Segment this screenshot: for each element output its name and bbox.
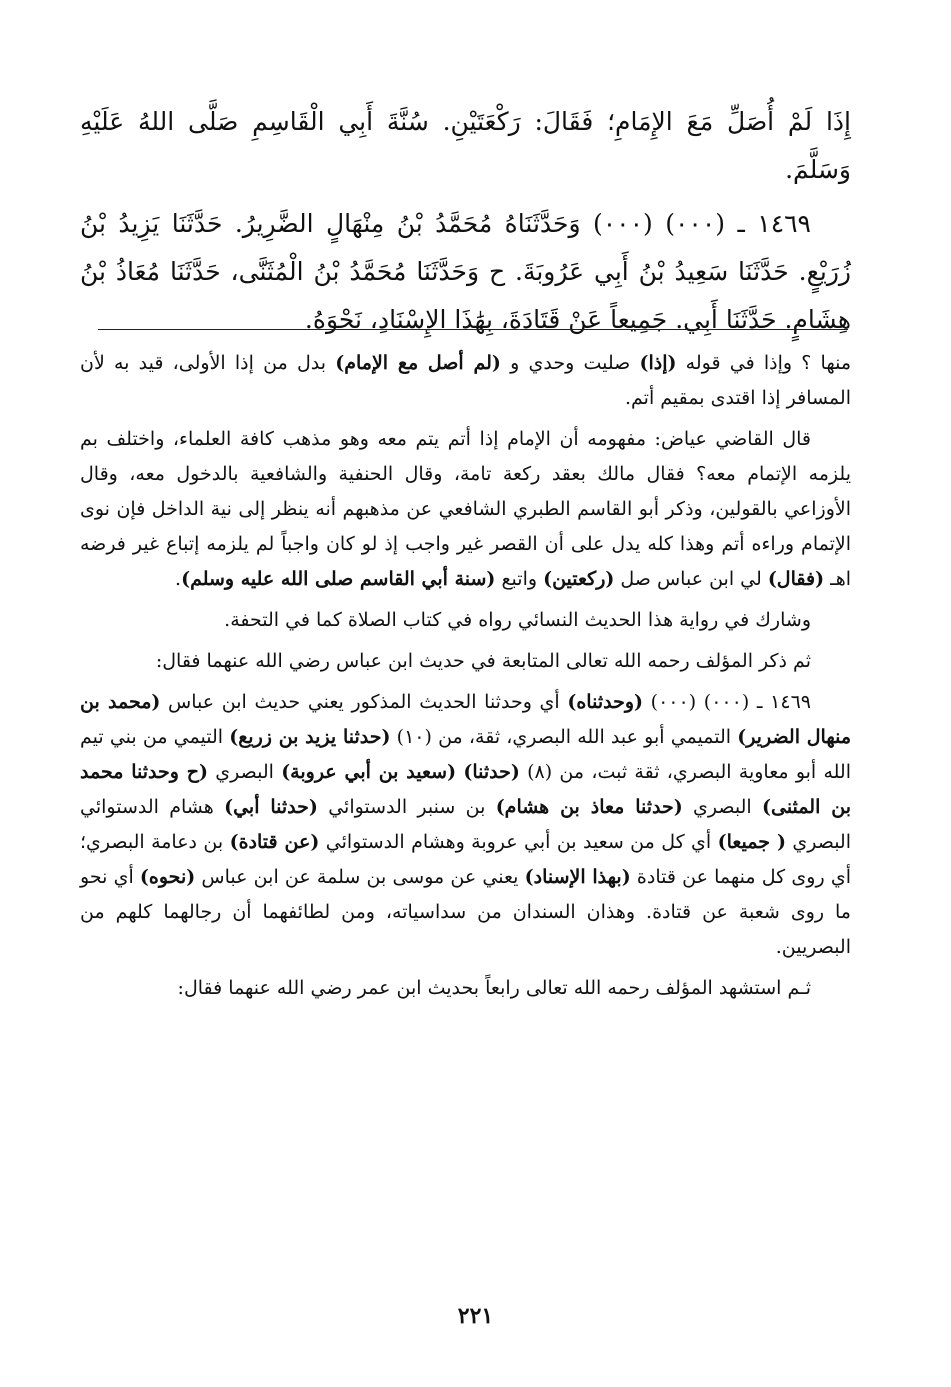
text-run: لي ابن عباس صل [614, 568, 768, 590]
text-run: ١٤٦٩ ـ (٠٠٠) (٠٠٠) [643, 691, 811, 713]
separator-line [98, 329, 848, 330]
bold-quote: (عن قتادة) [229, 831, 320, 853]
commentary-paragraph [80, 685, 851, 965]
bold-quote: (حدثنا) [463, 761, 520, 783]
text-run: بن سنبر الدستوائي [317, 796, 496, 818]
text-run: وشارك في رواية هذا الحديث النسائي رواه في كتاب الصلاة كما في التحفة. [224, 609, 811, 631]
text-run: التميمي أبو عبد الله البصري، ثقة، من (١٠) [390, 726, 738, 748]
text-run: ثم ذكر المؤلف رحمه الله تعالى المتابعة في حديث ابن عباس رضي الله عنهما فقال: [155, 650, 811, 672]
text-run: بدل من إذا الأولى، قيد به لأن المسافر إذا اقتدى بمقيم أتم. [80, 352, 851, 409]
bold-quote: (لم أصل مع الإمام) [335, 352, 501, 374]
bold-quote: (فقال) [767, 568, 825, 590]
text-run: ثـم استشهد المؤلف رحمه الله تعالى رابعاً بحديث ابن عمر رضي الله عنهما فقال: [177, 977, 811, 999]
commentary-paragraph [80, 603, 851, 638]
bold-quote: (حدثنا يزيد بن زريع) [229, 726, 391, 748]
text-run: قال القاضي عياض: مفهومه أن الإمام إذا أتم يتم معه وهو مذهب كافة العلماء، واختلف بم يلزمه الإتمام معه؟ فقال مالك بعقد ركعة تامة، وقال الحنفية والشافعية بالدخول معه، وقال الأوزاعي بالقولين، وذكر أبو القاسم الطبري الشافعي عن مذهبهم أنه ينظر إلى نية الداخل فإن نوى الإتمام وراءه أتم وهذا كله يدل على أن القصر غير واجب إذ لو كان واجباً لم يلزمه إتباع غير فرضه اهـ [80, 428, 852, 590]
commentary-paragraph [80, 644, 851, 679]
text-run: صليت وحدي و [500, 352, 640, 374]
text-run: أي وحدثنا الحديث المذكور يعني حديث ابن عباس [160, 691, 568, 713]
bold-quote: (سعيد بن أبي عروبة) [281, 761, 457, 783]
commentary-block [80, 346, 851, 1012]
text-run: يعني عن موسى بن سلمة عن ابن عباس [195, 866, 525, 888]
commentary-paragraph [80, 971, 851, 1006]
text-run: منها ؟ وإذا في قوله [676, 352, 852, 374]
text-run: واتبع [495, 568, 544, 590]
page-number: ٢٢١ [457, 1303, 494, 1329]
text-run: أي نحو ما روى شعبة عن قتادة. وهذان السندان من سداسياته، ومن لطائفهما أن رجالهما كلهم من البصريين. [80, 866, 851, 958]
bold-quote: (إذا) [639, 352, 677, 374]
text-run: التيمي من بني تيم الله أبو معاوية البصري، ثقة ثبت، من (٨) [80, 726, 851, 783]
text-run: البصري [208, 761, 282, 783]
hadith-text-line: إِذَا لَمْ أُصَلِّ مَعَ الإِمَامِ؛ فَقَالَ: رَكْعَتَيْنِ. سُنَّةَ أَبِي الْقَاسِمِ صَلَّى اللهُ عَلَيْهِ وَسَلَّمَ. [80, 107, 851, 184]
text-run: هشام الدستوائي البصري [80, 796, 851, 853]
bold-quote: (حدثنا أبي) [224, 796, 318, 818]
bold-quote: (بهذا الإسناد) [524, 866, 631, 888]
text-run: بن دعامة البصري؛ أي روى كل منهما عن قتادة [80, 831, 851, 888]
bold-quote: (حدثنا معاذ بن هشام) [495, 796, 683, 818]
text-run: . [175, 568, 182, 590]
hadith-chain-paragraph: ١٤٦٩ ـ (٠٠٠) (٠٠٠) وَحَدَّثَنَاهُ مُحَمَّدُ بْنُ مِنْهَالٍ الضَّرِيرُ. حَدَّثَنَا يَزِيدُ بْنُ زُرَيْعٍ. حَدَّثَنَا سَعِيدُ بْنُ أَبِي عَرُوبَةَ. ح وَحَدَّثَنَا مُحَمَّدُ بْنُ الْمُثَنَّى، حَدَّثَنَا مُعَاذُ بْنُ هِشَامٍ. حَدَّثَنَا أَبِي. جَمِيعاً عَنْ قَتَادَةَ، بِهَٰذَا الإِسْنَادِ، نَحْوَهُ. [80, 209, 851, 334]
text-run: أي كل من سعيد بن أبي عروبة وهشام الدستوائي [319, 831, 718, 853]
bold-quote: ( جميعا) [717, 831, 786, 853]
bold-quote: (ح وحدثنا محمد بن المثنى) [80, 761, 851, 818]
commentary-paragraph [80, 422, 851, 597]
hadith-text-block [80, 98, 851, 350]
text-run: البصري [682, 796, 762, 818]
bold-quote: (ركعتين) [543, 568, 615, 590]
bold-quote: (سنة أبي القاسم صلى الله عليه وسلم) [181, 568, 496, 590]
bold-quote: (نحوه) [139, 866, 196, 888]
commentary-paragraph [80, 346, 851, 416]
bold-quote: (محمد بن منهال الضرير) [80, 691, 851, 748]
bold-quote: (وحدثناه) [567, 691, 643, 713]
